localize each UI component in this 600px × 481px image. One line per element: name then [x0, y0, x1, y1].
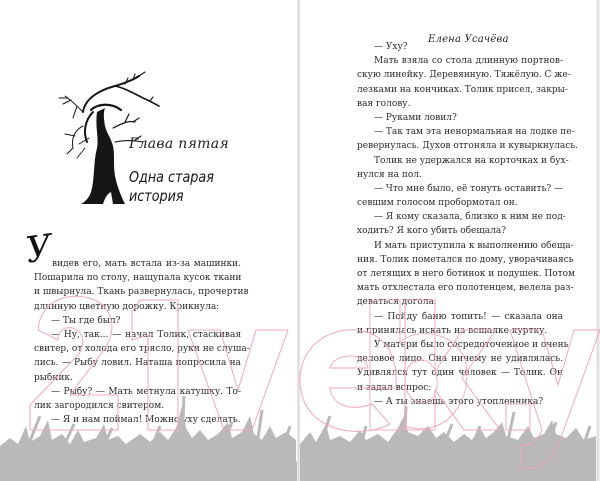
text-line: — Руками ловил?	[374, 112, 457, 123]
text-line: видев его, мать встала из-за машинки.	[52, 259, 241, 269]
text-line: и задал вопрос:	[357, 382, 432, 393]
text-line: ходить? Я кого убить обещала?	[357, 226, 507, 237]
chapter-title-line-1: Одна старая	[129, 168, 214, 186]
text-line: — Так там эта ненормальная на лодке пе-	[374, 127, 575, 138]
chapter-title	[129, 168, 214, 206]
drop-cap: У	[23, 227, 55, 272]
text-line: — Я кому сказала, близко к ним не под-	[374, 212, 566, 223]
text-line: Удивлялся тут один человек — Толик. Он	[357, 368, 563, 379]
text-line: — Пойду баню топить! — сказала она	[374, 311, 563, 322]
text-line: — Ты где был?	[51, 315, 121, 326]
text-line: лик загородился свитером.	[34, 400, 165, 411]
text-line: нулся на пол.	[357, 169, 422, 180]
text-line: свитер, от холода его трясло, руки не слуша-	[34, 344, 250, 355]
chapter-label: Глава пятая	[129, 136, 229, 152]
text-line: — Уху?	[374, 42, 408, 52]
book-spine	[297, 0, 300, 481]
text-line: — Рыбу? — Мать метнула катушку. То-	[51, 386, 241, 397]
text-line: мать отхлестала его полотенцем, велела раз-	[357, 283, 574, 294]
text-line: и принялась искать на вешалке куртку.	[357, 325, 548, 336]
text-line: рыбник.	[34, 372, 73, 383]
text-line: У матери было сосредоточенное и очень	[374, 339, 569, 350]
page-edge	[596, 0, 600, 481]
text-line: Толик не удержался на корточках и бух-	[374, 155, 569, 166]
text-line: — А ты знаешь этого утопленника?	[374, 396, 544, 407]
text-line: — Ну, так... — начал Толик, стаскивая	[51, 329, 241, 340]
text-line: Пошарила по столу, нащупала кусок ткани	[34, 273, 242, 284]
text-line: ния. Толик пометался по дому, уворачиваясь	[357, 254, 574, 265]
text-line: — Что мне было, её тонуть оставить? —	[374, 183, 564, 194]
text-line: вая голову.	[357, 98, 411, 109]
running-head-author: Елена Усачёва	[428, 34, 509, 45]
text-line: лезками на кончиках. Толик присел, закры-	[357, 84, 568, 95]
branches-silhouette-icon	[0, 386, 600, 481]
text-line: скую линейку. Деревянную. Тяжёлую. С же-	[357, 70, 571, 81]
text-line: деваться догола.	[357, 297, 437, 308]
text-line: длинную цветную дорожку. Крикнула:	[34, 301, 220, 312]
text-line: севшим голосом пробормотал он.	[357, 198, 518, 209]
text-line: лись. — Рыбу ловил. Наташа попросила на	[34, 358, 241, 369]
text-line: ревернулась. Духов отгоняла и кувыркнулась.	[357, 141, 579, 152]
text-line: И мать приступила к выполнению обеща-	[374, 240, 574, 251]
chapter-title-line-2: история	[129, 187, 184, 205]
text-line: Мать взяла со стола длинную портнов-	[374, 56, 563, 67]
text-line: и швырнула. Ткань развернулась, прочертив	[34, 287, 249, 298]
text-line: от летящих в него ботинок и подушек. Потом	[357, 269, 576, 279]
text-line: — Я и нам поймал! Можно уху сделать.	[51, 415, 241, 426]
text-line: деловое лицо. Она ничему не удивлялась.	[357, 354, 563, 365]
right-page-body-text	[357, 40, 579, 409]
